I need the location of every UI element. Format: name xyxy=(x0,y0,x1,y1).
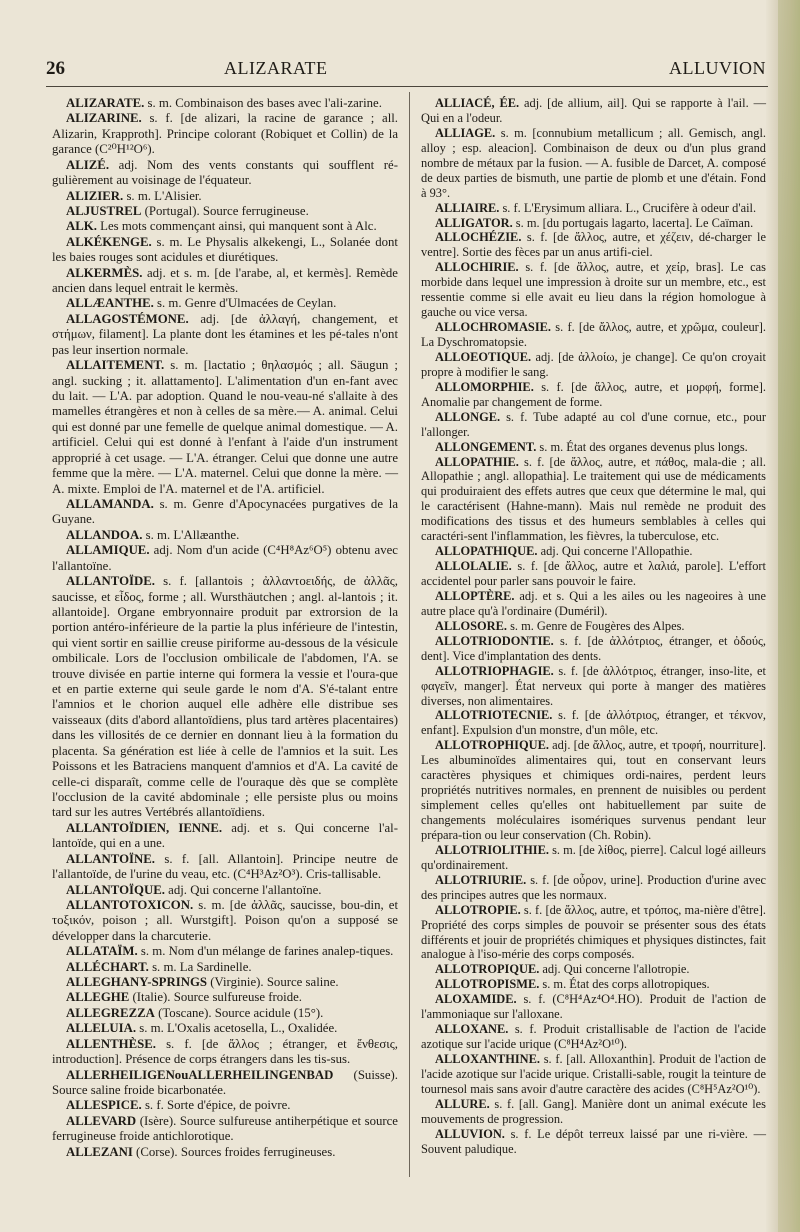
entry-definition: s. f. Sorte d'épice, de poivre. xyxy=(141,1098,291,1113)
dictionary-entry xyxy=(52,158,398,189)
entry-definition: s. m. Genre d'Apocynacées purgatives de la Guyane. xyxy=(52,496,398,527)
entry-definition: s. m. [de ἀλλᾶς, saucisse, bou-din, et τοξικόν, poison ; all. Wurstgift]. Poison qu'on a supposé se développer dans la charcuterie. xyxy=(52,897,398,943)
entry-headword: ALLIAGE. xyxy=(435,125,496,140)
dictionary-entry xyxy=(52,235,398,266)
dictionary-entry xyxy=(421,962,766,977)
entry-definition: adj. [de allium, ail]. Qui se rapporte à l'ail. — Qui en a l'odeur. xyxy=(421,96,766,125)
dictionary-entry xyxy=(52,1098,398,1113)
entry-definition: s. f. [de ἄλλος ; étranger, et ἔνθεσις, introduction]. Présence de corps étrangers dans les tis-sus. xyxy=(52,1036,398,1067)
entry-definition: s. m. Genre d'Ulmacées de Ceylan. xyxy=(153,296,337,311)
entry-headword: ALLANTOÏNE. xyxy=(66,851,156,866)
entry-headword: ALLANDOA. xyxy=(66,527,143,542)
dictionary-entry xyxy=(421,440,766,455)
entry-headword: ALLANTOÏDE. xyxy=(66,574,156,589)
column-divider xyxy=(409,92,410,1177)
entry-headword: ALIZARATE. xyxy=(66,96,145,110)
dictionary-entry xyxy=(52,204,398,219)
entry-headword: ALLEZANI xyxy=(66,1144,133,1159)
entry-headword: ALLOTROPISME. xyxy=(435,977,540,992)
entry-headword: ALLOXANTHINE. xyxy=(435,1052,540,1066)
entry-definition: Les mots commençant ainsi, qui manquent sont à Alc. xyxy=(96,219,377,234)
entry-headword: ALLOTRIODONTIE. xyxy=(435,633,554,648)
entry-definition: s. f. [de alizari, la racine de garance ; all. Alizarin, Krapproth]. Principe colorant (Robiquet et Collin) de la garance (C²⁰H¹²O⁶). xyxy=(52,111,398,157)
dictionary-entry xyxy=(421,708,766,738)
left-column xyxy=(52,96,398,1160)
entry-headword: ALLOLALIE. xyxy=(435,559,512,574)
dictionary-entry xyxy=(52,960,398,975)
entry-headword: ALLÉCHART. xyxy=(66,959,149,974)
entry-definition: s. m. Genre de Fougères des Alpes. xyxy=(506,618,685,633)
entry-definition: s. f. [de ἄλλος, autre, et χέζειν, dé-charger le ventre]. Sortie des fèces par un anus artifi-ciel. xyxy=(421,230,766,260)
entry-definition: s. m. État des organes devenus plus longs. xyxy=(536,439,748,454)
dictionary-entry xyxy=(52,944,398,959)
dictionary-entry xyxy=(421,1022,766,1052)
entry-definition: adj. Qui concerne l'allantoïne. xyxy=(164,882,322,897)
entry-headword: ALIZÉ. xyxy=(66,157,110,172)
entry-headword: ALJUSTREL xyxy=(66,203,142,218)
entry-definition: adj. et s. m. [de l'arabe, al, et kermès]. Remède ancien dans lequel entrait le kermès. xyxy=(52,265,398,296)
header-rule xyxy=(46,86,768,87)
entry-definition: s. f. Tube adapté au col d'une cornue, etc., pour l'allonger. xyxy=(421,409,766,439)
entry-definition: (Isère). Source sulfureuse antiherpétique et source ferrugineuse froide antichlorotique. xyxy=(52,1113,398,1144)
entry-headword: ALLOCHÉZIE. xyxy=(435,230,522,245)
dictionary-entry xyxy=(52,975,398,990)
dictionary-entry xyxy=(421,216,766,231)
dictionary-entry xyxy=(52,1037,398,1068)
entry-definition: s. m. [connubium metallicum ; all. Gemisch, angl. alloy ; esp. aleacion]. Combinaison de deux ou d'un plus grand nombre de métaux par la fusion. — A. fusible de Darcet, A. composé de deux parties de bismuth, une partie de plomb et une d'étain. Fond à 93°. xyxy=(421,125,766,200)
dictionary-entry xyxy=(52,528,398,543)
entry-definition: adj. Nom d'un acide (C⁴H⁸Az⁶O⁵) obtenu avec l'allantoïne. xyxy=(52,543,398,573)
entry-definition: s. m. [du portugais lagarto, lacerta]. Le Caïman. xyxy=(512,215,754,230)
entry-headword: ALLOTRIURIE. xyxy=(435,872,527,887)
entry-headword: ALLOTRIOPHAGIE. xyxy=(435,663,554,678)
entry-definition: (Portugal). Source ferrugineuse. xyxy=(141,203,309,218)
dictionary-entry xyxy=(52,266,398,297)
right-column xyxy=(421,96,766,1157)
dictionary-entry xyxy=(52,1114,398,1145)
dictionary-entry xyxy=(52,1068,398,1099)
entry-definition: adj. Qui concerne l'Allopathie. xyxy=(537,544,693,559)
entry-definition: s. f. [de ἄλλος, autre, et μορφή, forme]. Anomalie par changement de forme. xyxy=(421,379,766,409)
entry-definition: s. m. L'Alisier. xyxy=(123,188,202,203)
entry-headword: ALLANTOÏQUE. xyxy=(66,882,165,897)
entry-definition: (Suisse). Source saline froide bicarbonatée. xyxy=(52,1067,398,1097)
dictionary-entry xyxy=(52,358,398,497)
dictionary-entry xyxy=(421,843,766,873)
entry-headword: ALLIAIRE. xyxy=(435,200,500,215)
entry-headword: ALLAMIQUE. xyxy=(66,543,150,558)
entry-definition: adj. et s. Qui a les ailes ou les nageoires à une autre place qu'à l'ordinaire (Duméril). xyxy=(421,588,766,618)
entry-headword: ALLOTROPIQUE. xyxy=(435,962,540,977)
entry-definition: s. f. [all. Allantoin]. Principe neutre de l'allantoïde, de l'urine du veau, etc. (C⁴H³Az²O³). Cris-tallisable. xyxy=(52,851,398,882)
entry-definition: s. m. État des corps allotropiques. xyxy=(539,977,710,992)
entry-headword: ALLURE. xyxy=(435,1096,490,1111)
dictionary-entry xyxy=(52,574,398,821)
entry-definition: s. m. La Sardinelle. xyxy=(148,959,252,974)
dictionary-entry xyxy=(421,1097,766,1127)
entry-definition: adj. et s. Qui concerne l'al-lantoïde, qui en a une. xyxy=(52,820,398,851)
entry-definition: adj. [de ἀλλαγή, changement, et στήμων, filament]. La plante dont les étamines et les pé-tales n'ont pas leur insertion normale. xyxy=(52,311,398,357)
dictionary-entry xyxy=(52,96,398,111)
dictionary-entry xyxy=(421,589,766,619)
entry-headword: ALLIGATOR. xyxy=(435,215,513,230)
entry-headword: ALLOTRIOTECNIE. xyxy=(435,708,553,723)
entry-headword: ALLOPATHIQUE. xyxy=(435,544,538,559)
entry-headword: ALLOMORPHIE. xyxy=(435,379,534,394)
entry-definition: s. f. Produit cristallisable de l'action de l'acide azotique sur l'acide urique (C⁸H⁴Az²O¹⁰). xyxy=(421,1022,766,1052)
entry-headword: ALLAITEMENT. xyxy=(66,358,165,373)
entry-headword: ALLOCHIRIE. xyxy=(435,260,519,275)
entry-headword: ALLOCHROMASIE. xyxy=(435,320,552,335)
entry-headword: ALKÉKENGE. xyxy=(66,234,152,249)
entry-headword: ALLOEOTIQUE. xyxy=(435,349,532,364)
dictionary-entry xyxy=(52,1145,398,1160)
dictionary-entry xyxy=(421,410,766,440)
dictionary-entry xyxy=(52,189,398,204)
entry-definition: s. f. [de οὖρον, urine]. Production d'urine avec des principes autres que les normaux. xyxy=(421,872,766,902)
entry-headword: ALLEGHANY-SPRINGS xyxy=(66,975,208,990)
entry-headword: ALIZIER. xyxy=(66,188,124,203)
entry-headword: ALLIACÉ, ÉE. xyxy=(435,96,520,110)
entry-definition: adj. [de ἀλλοίω, je change]. Ce qu'on croyait propre à modifier le sang. xyxy=(421,349,766,379)
dictionary-entry xyxy=(421,873,766,903)
entry-definition: s. f. [de ἀλλότριος, étranger, et ὀδούς, dent]. Vice d'implantation des dents. xyxy=(421,633,766,663)
entry-definition: s. f. [de ἀλλότριος, étranger, et τέκνον, enfant]. Expulsion d'un monstre, d'un môle, etc. xyxy=(421,708,766,738)
entry-definition: (Toscane). Source acidule (15°). xyxy=(154,1005,324,1020)
entry-definition: adj. [de ἄλλος, autre, et τροφή, nourriture]. Les albuminoïdes alimentaires qui, tout en conservant leurs caractères physiques et chimiques ordi-naires, perdent leurs propriétés nutritives normales, en prennent de nuisibles ou perdent simplement celles qu'elles ont habituellement par suite de changements moléculaires isomériques survenus pendant leur prépara-tion ou leur conservation (Ch. Robin). xyxy=(421,738,766,842)
dictionary-entry xyxy=(421,559,766,589)
entry-definition: (Virginie). Source saline. xyxy=(207,975,339,990)
dictionary-entry xyxy=(421,664,766,709)
dictionary-entry xyxy=(421,455,766,545)
entry-definition: s. m. L'Allæanthe. xyxy=(142,527,240,542)
entry-headword: ALLENTHÈSE. xyxy=(66,1036,156,1051)
entry-headword: ALLANTOÏDIEN, IENNE. xyxy=(66,820,223,835)
dictionary-entry xyxy=(421,380,766,410)
entry-definition: s. m. Le Physalis alkekengi, L., Solanée dont les baies rouges sont acidules et diurétiques. xyxy=(52,234,398,265)
entry-definition: s. f. [all. Gang]. Manière dont un animal exécute les mouvements de progression. xyxy=(421,1096,766,1126)
entry-headword: ALOXAMIDE. xyxy=(435,992,517,1007)
dictionary-entry xyxy=(421,320,766,350)
entry-definition: s. f. [de ἀλλότριος, étranger, inso-lite, et φαγεῖν, manger]. État nerveux qui porte à manger des matières diverses, non alimentaires. xyxy=(421,663,766,708)
dictionary-entry xyxy=(52,852,398,883)
dictionary-entry xyxy=(421,260,766,320)
entry-headword: ALLEGREZZA xyxy=(66,1005,155,1020)
dictionary-entry xyxy=(421,201,766,216)
dictionary-entry xyxy=(421,903,766,963)
dictionary-entry xyxy=(421,230,766,260)
entry-definition: s. f. [de ἄλλος, autre, et χρῶμα, couleur]. La Dyschromatopsie. xyxy=(421,320,766,349)
entry-headword: ALLANTOTOXICON. xyxy=(66,897,194,912)
dictionary-entry xyxy=(421,1052,766,1097)
page-number: 26 xyxy=(46,58,65,79)
entry-headword: ALLOTROPHIQUE. xyxy=(435,738,549,753)
entry-definition: s. m. Combinaison des bases avec l'ali-zarine. xyxy=(144,96,382,110)
dictionary-entry xyxy=(52,497,398,528)
dictionary-entry xyxy=(52,898,398,944)
dictionary-entry xyxy=(52,312,398,358)
dictionary-entry xyxy=(421,977,766,992)
entry-headword: ALLEVARD xyxy=(66,1113,137,1128)
entry-definition: s. m. [lactatio ; θηλασμός ; all. Säugun ; angl. sucking ; it. allattamento]. L'alimentation d'un en-fant avec du lait. — L'A. par adoption. Quand le nou-veau-né s'allaite à des mamelles étrangères et non à celles de sa mère.— A. animal. Celui qui est donné par une femelle de quelque animal domestique. — A. artificiel. Celui qui est donné à l'enfant à l'aide d'un instrument approprié à cet usage. — L'A. étranger. Celui que donne une autre femme que la mère. — L'A. maternel. Celui que donne la mère. — A. mixte. Emploi de l'A. maternel et de l'A. artificiel. xyxy=(52,358,398,496)
entry-definition: (Corse). Sources froides ferrugineuses. xyxy=(132,1144,336,1159)
entry-headword: ALLÆANTHE. xyxy=(66,296,154,311)
entry-headword: ALLATAÏM. xyxy=(66,944,138,959)
dictionary-entry xyxy=(421,350,766,380)
entry-headword: ALK. xyxy=(66,219,97,234)
entry-headword: ALLAGOSTÉMONE. xyxy=(66,311,189,326)
dictionary-entry xyxy=(52,543,398,574)
running-head-right: ALLUVION xyxy=(669,58,766,78)
entry-definition: s. f. [de ἄλλος, autre, et τρόπος, ma-nière d'être]. Propriété des corps simples de pouvoir se présenter sous des états différents et jouir de propriétés chimiques et physiques distinctes, fait analogue à l'iso-mérie des corps composés. xyxy=(421,902,766,962)
dictionary-entry xyxy=(421,126,766,201)
entry-headword: ALLEGHE xyxy=(66,990,130,1005)
dictionary-entry xyxy=(52,296,398,311)
dictionary-entry xyxy=(421,96,766,126)
dictionary-entry xyxy=(421,992,766,1022)
entry-headword: ALLOPTÈRE. xyxy=(435,588,515,603)
dictionary-entry xyxy=(421,1127,766,1157)
entry-headword: ALKERMÈS. xyxy=(66,265,143,280)
dictionary-entry xyxy=(421,738,766,843)
dictionary-entry xyxy=(52,821,398,852)
entry-definition: s. f. L'Erysimum alliara. L., Crucifère à odeur d'ail. xyxy=(499,200,757,215)
entry-definition: adj. Qui concerne l'allotropie. xyxy=(539,962,690,977)
entry-headword: ALLAMANDA. xyxy=(66,496,154,511)
entry-definition: s. f. [all. Alloxanthin]. Produit de l'action de l'acide azotique sur l'acide urique. Cristalli-sable, rougit la teinture de tournesol mais sans avoir d'autre caractère des acides (C⁸H⁵Az²O¹⁰). xyxy=(421,1052,766,1096)
page-header xyxy=(46,58,766,84)
entry-headword: ALLONGEMENT. xyxy=(435,439,537,454)
entry-headword: ALLOTROPIE. xyxy=(435,902,521,917)
entry-headword: ALLONGE. xyxy=(435,409,501,424)
entry-definition: adj. Nom des vents constants qui soufflent ré-gulièrement au voisinage de l'équateur. xyxy=(52,157,398,188)
page-edge xyxy=(766,0,800,1232)
dictionary-entry xyxy=(421,544,766,559)
entry-headword: ALLELUIA. xyxy=(66,1021,137,1036)
entry-definition: s. f. [de ἄλλος, autre, et χείρ, bras]. Le cas morbide dans lequel une impression à droite sur un membre, etc., est ressentie comme si elle avait eu lieu dans la région homologue à gauche ou vice versa. xyxy=(421,260,766,320)
entry-definition: s. f. Le dépôt terreux laissé par une ri-vière. — Souvent paludique. xyxy=(421,1126,766,1156)
entry-headword: ALLOTRIOLITHIE. xyxy=(435,842,549,857)
dictionary-entry xyxy=(52,1021,398,1036)
dictionary-entry xyxy=(52,1006,398,1021)
entry-headword: ALLOXANE. xyxy=(435,1022,509,1037)
dictionary-entry xyxy=(52,111,398,157)
entry-definition: s. m. Nom d'un mélange de farines analep-tiques. xyxy=(137,944,394,959)
dictionary-entry xyxy=(52,219,398,234)
running-head-left: ALIZARATE xyxy=(224,58,328,78)
entry-definition: s. f. [allantois ; ἀλλαντοειδής, de ἀλλᾶς, saucisse, et εἶδος, forme ; all. Wursthäutchen ; angl. al-lantois ; it. allantoide]. Organe embryonnaire produit par extrorsion de la portion antéro-inférieure de la partie la plus inférieure de l'intestin, qui vient sortir en saillie creuse piriforme au-dessous de la vésicule ombilicale. Lors de l'occlusion ombilicale de l'abdomen, l'A. se trouve divisée en partie interne qui formera la vessie et l'oura-que et en partie externe qui seule garde le nom d'A. S'é-talant entre l'amnios et le chorion auquel elle adhère elle distribue ses vaisseaux (dits d'abord allantoïdiens, plus tard artères placentaires) dans les villosités de ce dernier en donnant lieu à la formation du placenta. Sa génération est liée à celle de l'amnios et la suit. Les Poissons et les Batraciens manquent d'amnios et d'A. La cavité de celle-ci disparaît, comme celle de l'ouraque dès que se complète l'occlusion de la cavité abdominale ; elle persiste plus ou moins tard sur les autres Vertébrés allantoïdiens. xyxy=(52,574,398,820)
entry-definition: s. f. [de ἄλλος, autre, et πάθος, mala-die ; all. Allopathie ; angl. allopathia]. Le traitement qui use de médicaments qui produiraient des effets autres que ceux que détermine le mal, qui le caractérisent (Hahne-mann). Mais nul remède ne produit des modifications des tissus et des humeurs semblables à celles qui caractéri-sent l'inflammation, les fièvres, la tuberculose, etc. xyxy=(421,454,766,544)
entry-headword: ALLOPATHIE. xyxy=(435,454,519,469)
entry-definition: s. m. L'Oxalis acetosella, L., Oxalidée. xyxy=(136,1021,338,1036)
entry-headword: ALLESPICE. xyxy=(66,1098,142,1113)
dictionary-entry xyxy=(421,619,766,634)
entry-definition: (Italie). Source sulfureuse froide. xyxy=(129,990,302,1005)
entry-definition: s. f. (C⁸H⁴Az⁴O⁴.HO). Produit de l'action de l'ammoniaque sur l'alloxane. xyxy=(421,992,766,1022)
entry-definition: s. m. [de λίθος, pierre]. Calcul logé ailleurs qu'ordinairement. xyxy=(421,842,766,872)
entry-headword: ALIZARINE. xyxy=(66,111,142,126)
entry-headword: ALLERHEILIGENouALLERHEILINGENBAD xyxy=(66,1067,334,1082)
entry-definition: s. f. [de ἄλλος, autre et λαλιά, parole]. L'effort accidentel pour parler sans pouvoir le faire. xyxy=(421,559,766,588)
entry-headword: ALLUVION. xyxy=(435,1126,505,1141)
entry-headword: ALLOSORE. xyxy=(435,618,507,633)
dictionary-entry xyxy=(52,883,398,898)
dictionary-entry xyxy=(421,634,766,664)
dictionary-entry xyxy=(52,990,398,1005)
